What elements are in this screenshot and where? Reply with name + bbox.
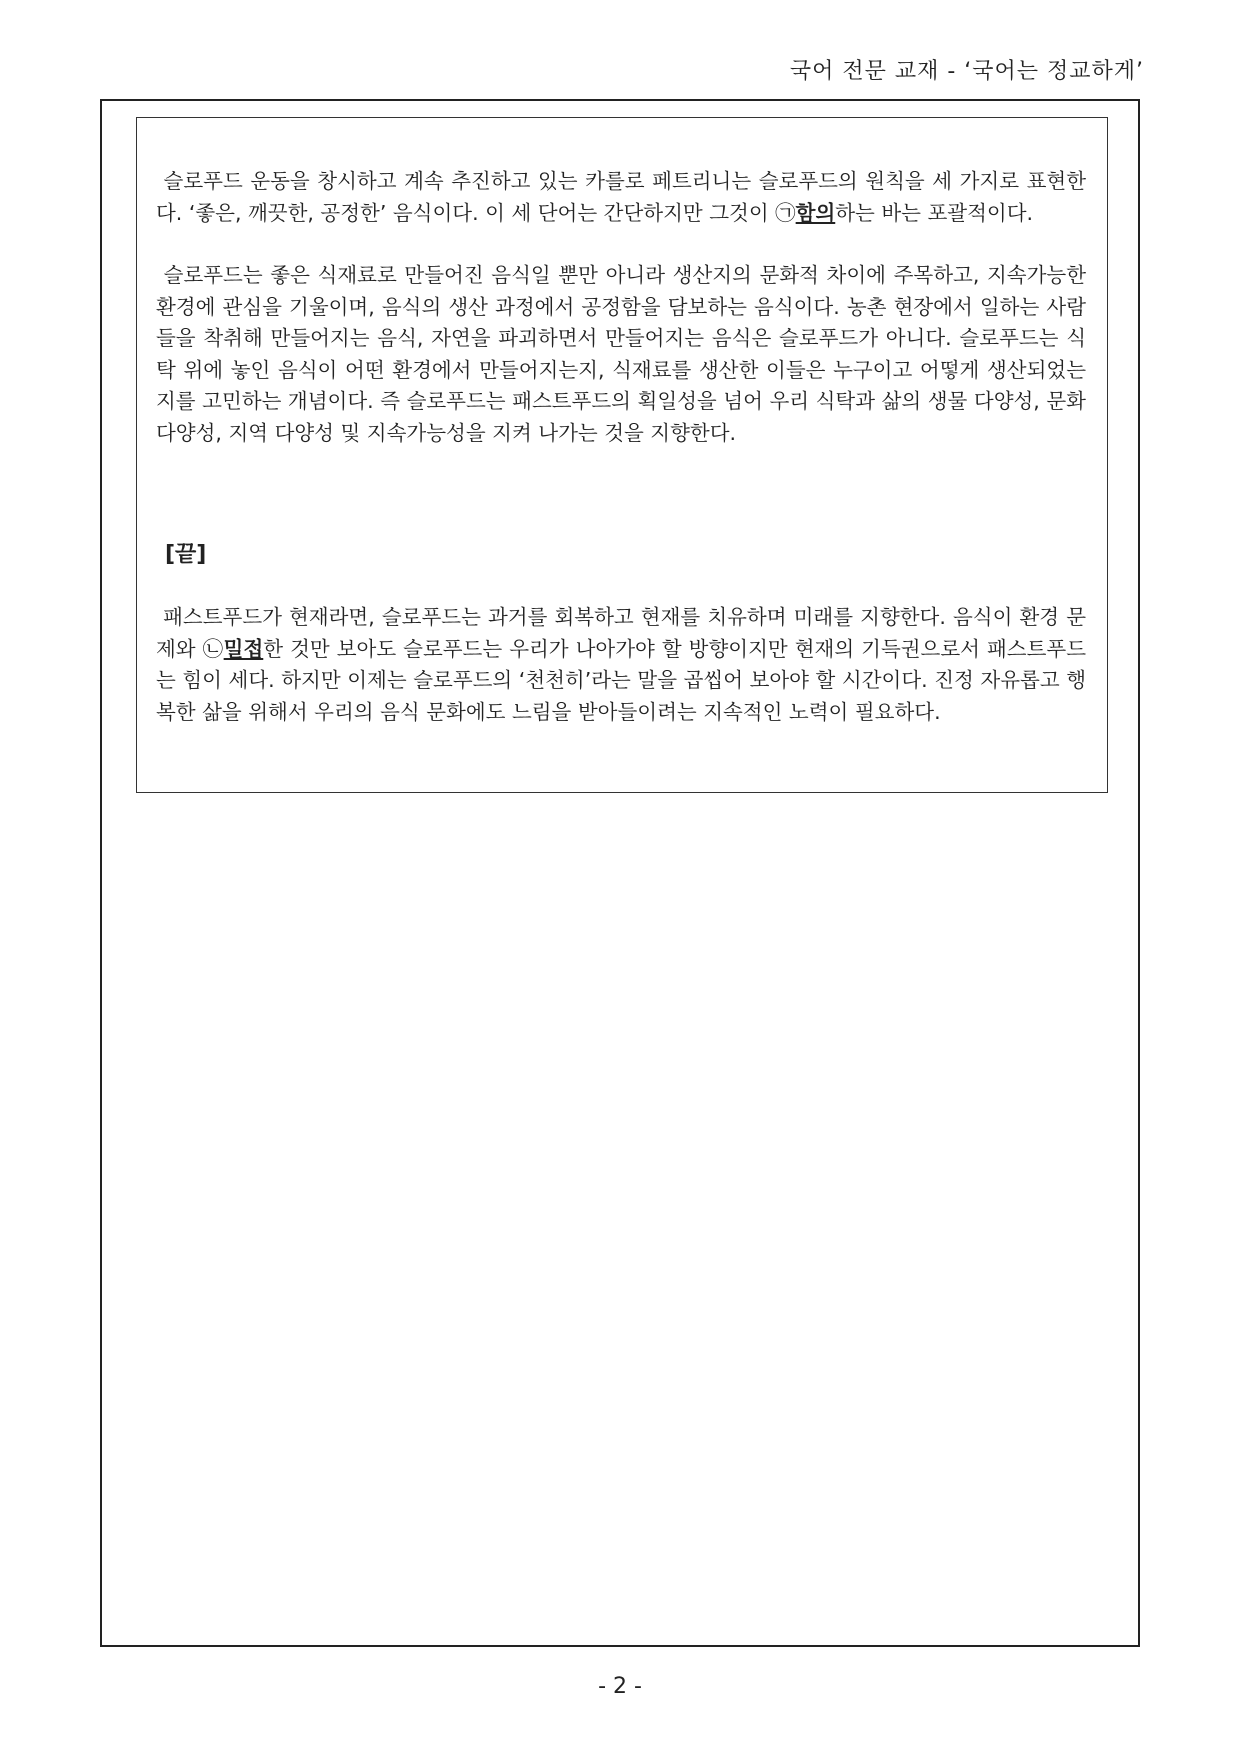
passage-paragraph-1 [156, 166, 1086, 229]
end-mark: [끝] [165, 542, 207, 567]
header-title: 국어 전문 교재 - ‘국어는 정교하게’ [789, 59, 1144, 84]
keyword-hamui: 함의 [795, 200, 836, 225]
paragraph-3-text-end: 한 것만 보아도 슬로푸드는 우리가 나아가야 할 방향이지만 현재의 기득권으로서 패스트푸드는 힘이 세다. 하지만 이제는 슬로푸드의 ‘천천히’라는 말을 곱씹어 보아야 할 시간이다. 진정 자유롭고 행복한 삶을 위해서 우리의 음식 문화에도 느림을 받아들이려는 지속적인 노력이 필요하다. [156, 636, 1087, 724]
circled-marker-a: ㉠ [775, 200, 796, 225]
paragraph-3-text: 패스트푸드가 현재라면, 슬로푸드는 과거를 회복하고 현재를 치유하며 미래를 지향한다. 음식이 환경 문제와 [156, 605, 1086, 661]
passage-paragraph-2: 슬로푸드는 좋은 식재료로 만들어진 음식일 뿐만 아니라 생산지의 문화적 차이에 주목하고, 지속가능한 환경에 관심을 기울이며, 음식의 생산 과정에서 공정함을 담보하는 음식이다. 농촌 현장에서 일하는 사람들을 착취해 만들어지는 음식, 자연을 파괴하면서 만들어지는 음식은 슬로푸드가 아니다. 슬로푸드는 식탁 위에 놓인 음식이 어떤 환경에서 만들어지는지, 식재료를 생산한 이들은 누구이고 어떻게 생산되었는지를 고민하는 개념이다. 즉 슬로푸드는 패스트푸드의 획일성을 넘어 우리 식탁과 삶의 생물 다양성, 문화 다양성, 지역 다양성 및 지속가능성을 지켜 나가는 것을 지향한다. [156, 263, 1086, 445]
page-number: - 2 - [598, 1674, 642, 1699]
keyword-miljeop: 밀접 [223, 636, 264, 661]
passage-paragraph-3 [156, 602, 1086, 728]
paragraph-1-text: 슬로푸드 운동을 창시하고 계속 추진하고 있는 카를로 페트리니는 슬로푸드의 원칙을 세 가지로 표현한다. ‘좋은, 깨끗한, 공정한’ 음식이다. 이 세 단어는 간단하지만 그것이 [156, 169, 1086, 225]
paragraph-1-text-end: 하는 바는 포괄적이다. [835, 200, 1034, 225]
circled-marker-b: ㉡ [202, 636, 224, 661]
